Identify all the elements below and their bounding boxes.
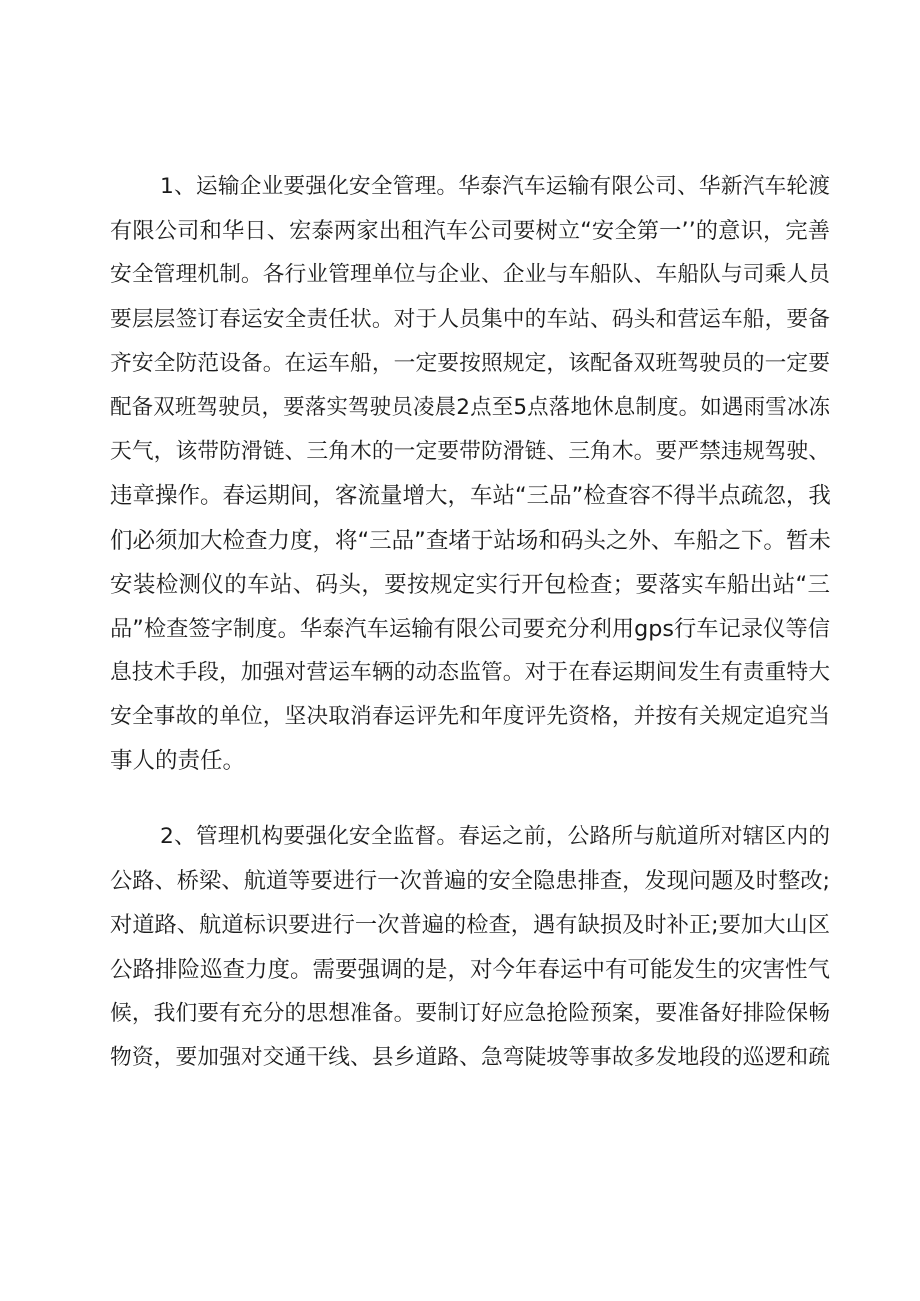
- text-line-last: 事人的责任。: [110, 748, 246, 775]
- text-line: 要层层签订春运安全责任状。对于人员集中的车站、码头和营运车船，要备: [110, 306, 830, 332]
- text-line: 有限公司和华日、宏泰两家出租汽车公司要树立“安全第一’’的意识，完善: [110, 218, 830, 245]
- text-line: 齐安全防范设备。在运车船，一定要按照规定，该配备双班驾驶员的一定要: [110, 350, 830, 376]
- text-line: 配备双班驾驶员，要落实驾驶员凌晨2点至5点落地休息制度。如遇雨雪冰冻: [110, 394, 830, 420]
- text-line: 候，我们要有充分的思想准备。要制订好应急抢险预案，要准备好排险保畅: [110, 1000, 830, 1026]
- text-line: 安全管理机制。各行业管理单位与企业、企业与车船队、车船队与司乘人员: [110, 262, 830, 288]
- text-line: 1、运输企业要强化安全管理。华泰汽车运输有限公司、华新汽车轮渡: [160, 174, 830, 199]
- text-line: 品”检查签字制度。华泰汽车运输有限公司要充分利用gps行车记录仪等信: [110, 615, 830, 642]
- text-line: 2、管理机构要强化安全监督。春运之前，公路所与航道所对辖区内的: [160, 824, 830, 849]
- text-line: 天气，该带防滑链、三角木的一定要带防滑链、三角木。要严禁违规驾驶、: [110, 439, 830, 465]
- text-line: 公路排险巡查力度。需要强调的是，对今年春运中有可能发生的灾害性气: [110, 956, 831, 983]
- text-line: 息技术手段，加强对营运车辆的动态监管。对于在春运期间发生有责重特大: [110, 660, 830, 686]
- text-line: 安全事故的单位，坚决取消春运评先和年度评先资格，并按有关规定追究当: [110, 704, 830, 730]
- paragraph-transport-enterprise-safety: [110, 165, 830, 784]
- text-line: 公路、桥梁、航道等要进行一次普遍的安全隐患排查，发现问题及时整改;: [110, 868, 830, 895]
- paragraph-management-supervision: [110, 815, 830, 1080]
- text-line: 对道路、航道标识要进行一次普遍的检查，遇有缺损及时补正;要加大山区: [110, 912, 830, 939]
- text-line: 们必须加大检查力度，将“三品”查堵于站场和码头之外、车船之下。暂未: [110, 527, 831, 554]
- text-line: 违章操作。春运期间，客流量增大，车站“三品”检查容不得半点疏忽，我: [110, 483, 831, 510]
- text-line: 安装检测仪的车站、码头，要按规定实行开包检查；要落实车船出站“三: [110, 571, 830, 598]
- text-line: 物资，要加强对交通干线、县乡道路、急弯陡坡等事故多发地段的巡逻和疏: [110, 1044, 830, 1070]
